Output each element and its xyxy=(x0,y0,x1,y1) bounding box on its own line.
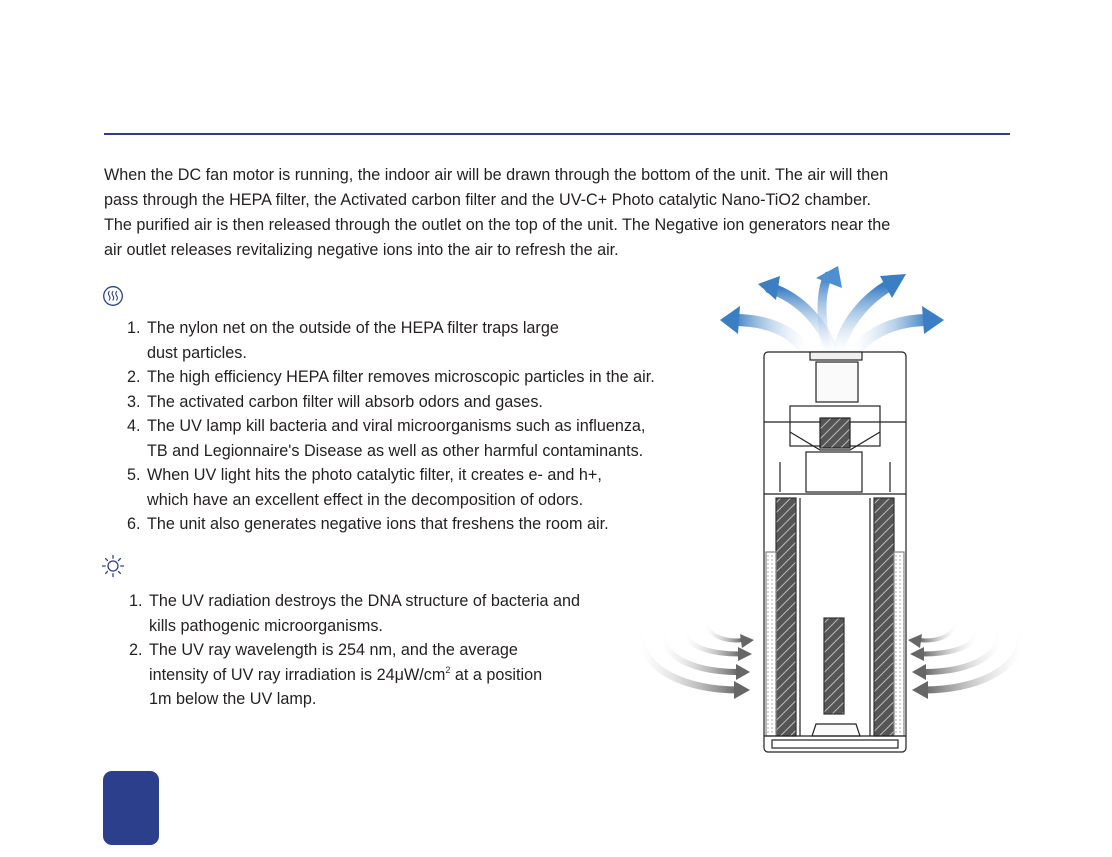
item-number: 5. xyxy=(127,466,141,484)
superscript: 2 xyxy=(445,664,451,675)
item-text: When UV light hits the photo catalytic filter, it creates e- and h+, xyxy=(147,466,602,484)
sun-icon xyxy=(101,554,125,578)
purifier-body xyxy=(764,352,906,752)
intro-paragraph xyxy=(104,163,1004,263)
outflow-arrows xyxy=(720,266,944,356)
item-text: TB and Legionnaire's Disease as well as other harmful contaminants. xyxy=(147,441,644,460)
item-number: 1. xyxy=(127,319,141,337)
list-item xyxy=(127,316,655,365)
item-text: The nylon net on the outside of the HEPA filter traps large xyxy=(147,319,559,337)
item-text: The UV lamp kill bacteria and viral microorganisms such as influenza, xyxy=(147,417,646,435)
header-rule xyxy=(104,133,1010,135)
item-text: The high efficiency HEPA filter removes microscopic particles in the air. xyxy=(147,368,655,386)
item-text: The unit also generates negative ions that freshens the room air. xyxy=(147,515,609,533)
intro-line: The purified air is then released through the outlet on the top of the unit. The Negative ion generators near the xyxy=(104,216,891,234)
list-item xyxy=(129,589,580,638)
item-text: The activated carbon filter will absorb odors and gases. xyxy=(147,392,543,411)
item-text-part: at a position xyxy=(450,665,543,684)
item-text: The UV radiation destroys the DNA structure of bacteria and xyxy=(149,592,580,610)
item-number: 2. xyxy=(129,641,143,659)
item-number: 4. xyxy=(127,417,141,435)
purifier-cutaway-illustration xyxy=(630,262,1030,754)
uv-info-list xyxy=(129,589,580,712)
item-text: 1m below the UV lamp. xyxy=(149,690,317,708)
list-item xyxy=(127,390,655,415)
item-text-part: intensity of UV ray irradiation is 24μW/cm xyxy=(149,665,446,684)
item-text: kills pathogenic microorganisms. xyxy=(149,616,383,635)
intro-line: pass through the HEPA filter, the Activated carbon filter and the UV-C+ Photo catalytic Nano-TiO2 chamber. xyxy=(104,191,872,209)
list-item xyxy=(127,365,655,390)
list-item xyxy=(127,463,655,512)
air-waves-icon xyxy=(102,285,124,307)
page-tab xyxy=(103,771,159,845)
intro-line: When the DC fan motor is running, the indoor air will be drawn through the bottom of the unit. The air will then xyxy=(104,166,889,184)
item-text: which have an excellent effect in the decomposition of odors. xyxy=(147,490,584,509)
item-number: 1. xyxy=(129,592,143,610)
list-item xyxy=(127,414,655,463)
item-number: 3. xyxy=(127,392,141,411)
item-text xyxy=(149,663,580,688)
item-text: The UV ray wavelength is 254 nm, and the average xyxy=(149,641,518,659)
item-text: dust particles. xyxy=(147,343,247,362)
item-number: 6. xyxy=(127,515,141,533)
list-item xyxy=(129,638,580,712)
list-item xyxy=(127,512,655,537)
item-number: 2. xyxy=(127,368,141,386)
hepa-process-list xyxy=(127,316,655,537)
intro-line: air outlet releases revitalizing negative ions into the air to refresh the air. xyxy=(104,241,619,259)
